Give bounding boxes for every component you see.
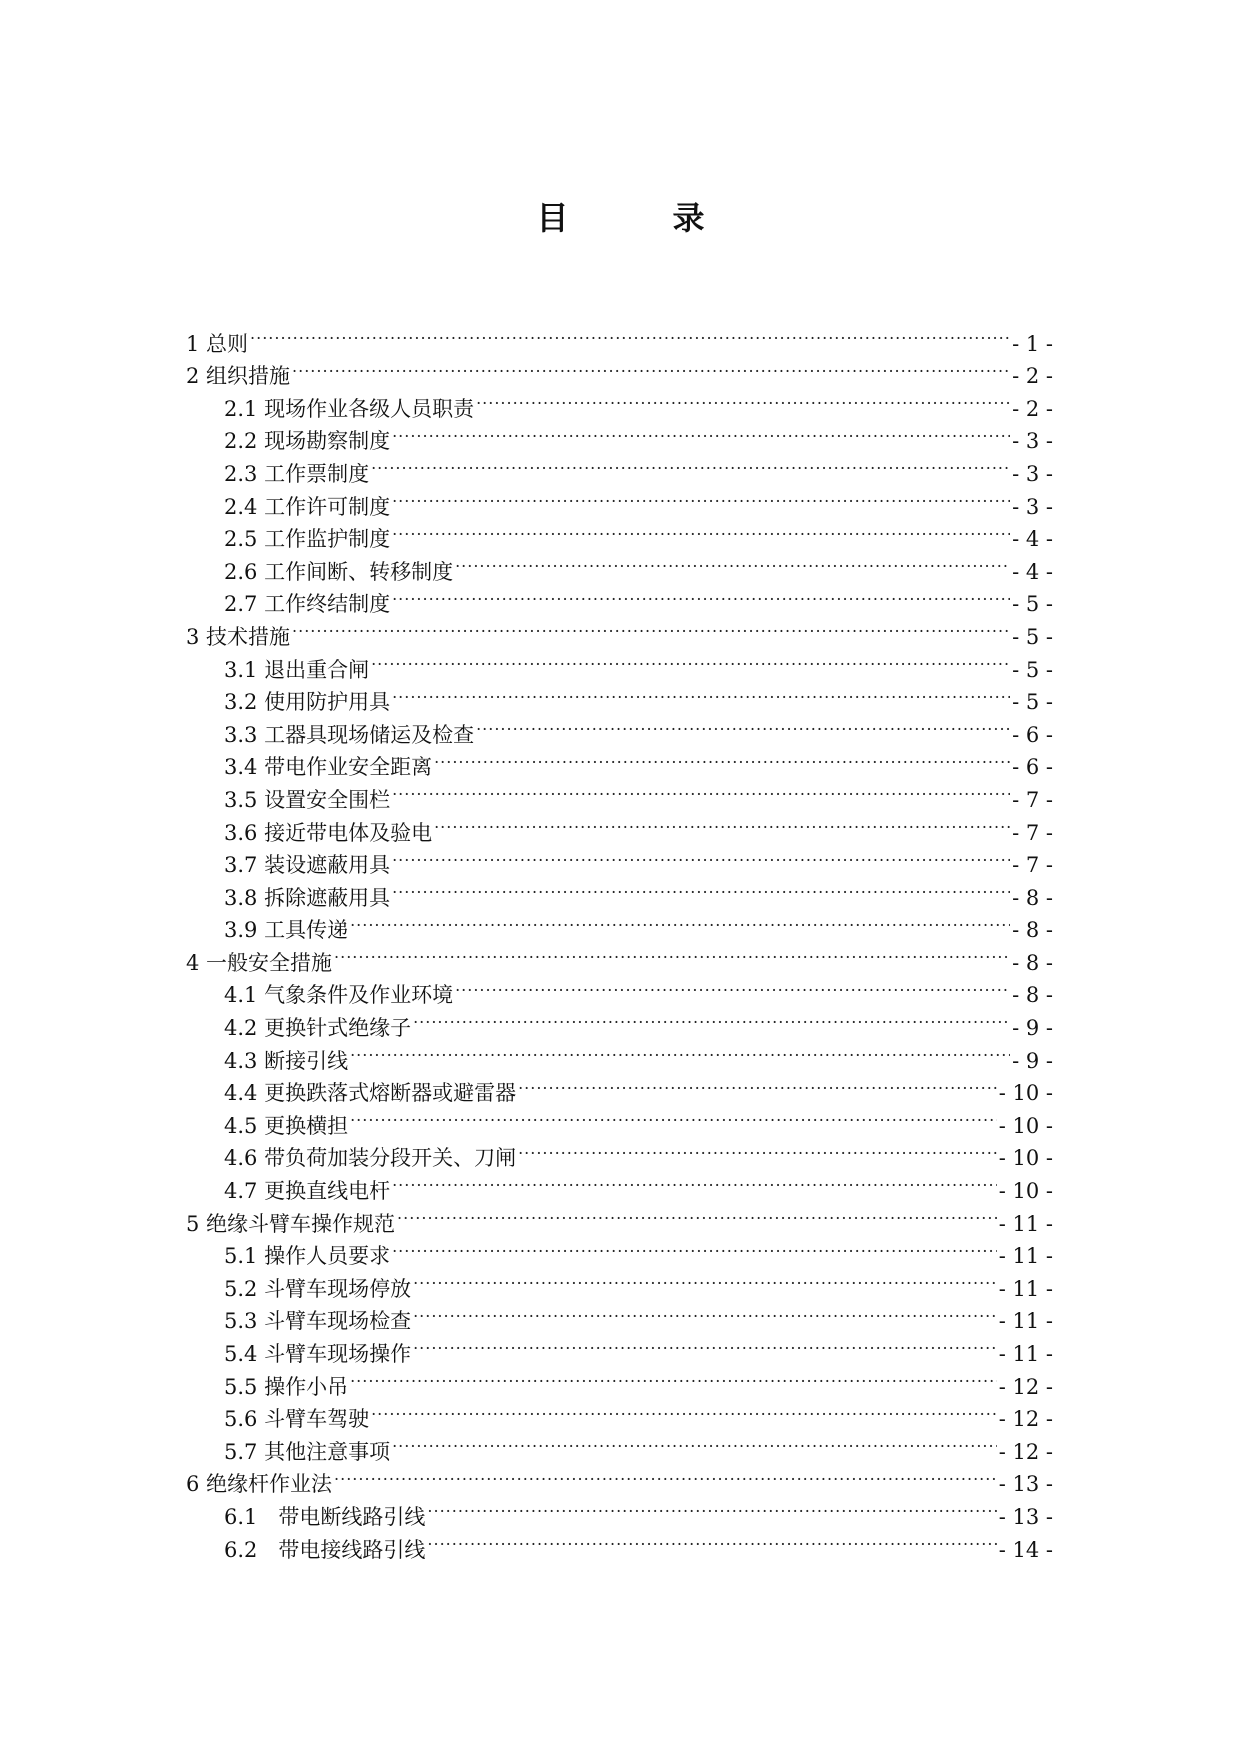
toc-entry-page-number: - 2 - [1012, 364, 1053, 389]
toc-entry-page-number: - 12 - [998, 1374, 1053, 1399]
toc-entry-page-number: - 3 - [1012, 494, 1053, 519]
toc-dot-leader [392, 677, 1010, 710]
toc-entry-label: 5.6 斗臂车驾驶 [224, 1407, 370, 1432]
toc-entry-label: 4.1 气象条件及作业环境 [224, 983, 454, 1008]
toc-dot-leader [250, 318, 1010, 351]
toc-entry-label: 6.1 带电断线路引线 [224, 1504, 426, 1529]
toc-dot-leader [392, 579, 1010, 612]
toc-entry-page-number: - 14 - [998, 1537, 1053, 1562]
toc-entry-page-number: - 10 - [998, 1146, 1053, 1171]
toc-entry-page-number: - 12 - [998, 1439, 1053, 1464]
toc-entry-page-number: - 12 - [998, 1407, 1053, 1432]
toc-dot-leader [427, 1524, 996, 1557]
toc-entry-label: 5.1 操作人员要求 [224, 1244, 391, 1269]
toc-entry-page-number: - 4 - [1012, 527, 1053, 552]
toc-dot-leader [413, 1263, 997, 1296]
toc-entry-page-number: - 9 - [1012, 1016, 1053, 1041]
toc-dot-leader [350, 905, 1010, 938]
toc-entry-label: 2 组织措施 [186, 364, 291, 389]
toc-dot-leader [350, 1361, 997, 1394]
toc-entry-label: 5.4 斗臂车现场操作 [224, 1342, 412, 1366]
toc-entry[interactable] [186, 318, 1053, 356]
toc-dot-leader [413, 1002, 1010, 1035]
toc-dot-leader [518, 1133, 997, 1166]
toc-entry-label: 4.5 更换横担 [224, 1113, 349, 1138]
toc-entry-page-number: - 5 - [1012, 624, 1053, 649]
toc-entry-label: 4.6 带负荷加装分段开关、刀闸 [224, 1146, 517, 1171]
toc-dot-leader [350, 1035, 1010, 1068]
toc-entry-page-number: - 5 - [1012, 592, 1053, 617]
toc-entry-page-number: - 13 - [998, 1472, 1053, 1497]
toc-dot-leader [413, 1296, 997, 1329]
toc-dot-leader [392, 1165, 997, 1198]
toc-entry-label: 1 总则 [186, 331, 249, 356]
toc-entry-label: 3.6 接近带电体及验电 [224, 820, 433, 845]
toc-entry-label: 2.6 工作间断、转移制度 [224, 559, 454, 584]
toc-entry-page-number: - 10 - [998, 1179, 1053, 1204]
toc-entry-page-number: - 8 - [1012, 950, 1053, 975]
toc-entry-page-number: - 11 - [998, 1211, 1053, 1236]
toc-entry-label: 4.3 断接引线 [224, 1048, 349, 1073]
toc-dot-leader [371, 644, 1010, 677]
toc-entry-label: 3.8 拆除遮蔽用具 [224, 885, 391, 910]
toc-dot-leader [392, 774, 1010, 807]
toc-dot-leader [292, 351, 1010, 384]
toc-entry-label: 4 一般安全措施 [186, 950, 333, 975]
toc-dot-leader [397, 1198, 997, 1231]
toc-entry-page-number: - 7 - [1012, 787, 1053, 812]
toc-dot-leader [476, 383, 1010, 416]
toc-entry-page-number: - 3 - [1012, 461, 1053, 486]
toc-entry-page-number: - 5 - [1012, 657, 1053, 682]
toc-entry-label: 2.7 工作终结制度 [224, 592, 391, 617]
toc-entry-page-number: - 10 - [998, 1081, 1053, 1106]
toc-entry-label: 2.3 工作票制度 [224, 461, 370, 486]
toc-entry-label: 5 绝缘斗臂车操作规范 [186, 1211, 396, 1236]
toc-entry-label: 2.5 工作监护制度 [224, 527, 391, 552]
toc-entry-page-number: - 11 - [998, 1276, 1053, 1301]
toc-dot-leader [434, 742, 1010, 775]
toc-entry-page-number: - 13 - [998, 1504, 1053, 1529]
toc-entry-label: 3.3 工器具现场储运及检查 [224, 722, 475, 747]
toc-dot-leader [455, 546, 1010, 579]
toc-dot-leader [413, 1328, 997, 1361]
toc-entry-label: 2.1 现场作业各级人员职责 [224, 396, 475, 421]
toc-entry-page-number: - 8 - [1012, 885, 1053, 910]
toc-dot-leader [392, 481, 1010, 514]
toc-entry-page-number: - 2 - [1012, 396, 1053, 421]
toc-entry-page-number: - 8 - [1012, 983, 1053, 1008]
toc-entry-page-number: - 5 - [1012, 690, 1053, 715]
toc-entry-page-number: - 9 - [1012, 1048, 1053, 1073]
toc-entry-page-number: - 10 - [998, 1113, 1053, 1138]
toc-entry[interactable] [186, 611, 1053, 649]
toc-entry-label: 3.7 装设遮蔽用具 [224, 853, 391, 878]
toc-dot-leader [334, 937, 1010, 970]
toc-entry-page-number: - 6 - [1012, 722, 1053, 747]
toc-entry-label: 3.4 带电作业安全距离 [224, 755, 433, 780]
toc-entry-page-number: - 6 - [1012, 755, 1053, 780]
toc-dot-leader [392, 416, 1010, 449]
toc-entry-label: 3.5 设置安全围栏 [224, 787, 391, 812]
toc-title: 目 录 [536, 199, 741, 237]
toc-entry-page-number: - 7 - [1012, 820, 1053, 845]
toc-entry-label: 5.5 操作小吊 [224, 1374, 349, 1399]
toc-entry-label: 5.3 斗臂车现场检查 [224, 1309, 412, 1334]
toc-dot-leader [455, 970, 1010, 1003]
toc-entry-label: 4.4 更换跌落式熔断器或避雷器 [224, 1081, 517, 1106]
toc-dot-leader [350, 1100, 997, 1133]
toc-entry-label: 2.2 现场勘察制度 [224, 429, 391, 454]
toc-entry-label: 5.2 斗臂车现场停放 [224, 1276, 412, 1301]
toc-entry-label: 4.2 更换针式绝缘子 [224, 1016, 412, 1041]
toc-dot-leader [371, 1394, 997, 1427]
toc-entry-page-number: - 7 - [1012, 853, 1053, 878]
toc-dot-leader [392, 514, 1010, 547]
toc-entry-page-number: - 11 - [998, 1342, 1053, 1366]
toc-entry[interactable] [186, 644, 1053, 682]
toc-entry-label: 5.7 其他注意事项 [224, 1439, 391, 1464]
toc-dot-leader [292, 611, 1010, 644]
toc-entry-page-number: - 8 - [1012, 918, 1053, 943]
toc-dot-leader [392, 840, 1010, 873]
toc-entry-label: 3 技术措施 [186, 624, 291, 649]
toc-entry-page-number: - 1 - [1012, 331, 1053, 356]
toc-entry-label: 4.7 更换直线电杆 [224, 1179, 391, 1204]
toc-dot-leader [392, 872, 1010, 905]
toc-dot-leader [434, 807, 1010, 840]
toc-entry[interactable] [186, 383, 1053, 421]
toc-entry-page-number: - 11 - [998, 1309, 1053, 1334]
toc-entry-label: 6 绝缘杆作业法 [186, 1472, 333, 1497]
toc-dot-leader [392, 1231, 997, 1264]
toc-entry[interactable] [186, 351, 1053, 389]
toc-dot-leader [476, 709, 1010, 742]
toc-entry-label: 6.2 带电接线路引线 [224, 1537, 426, 1562]
toc-dot-leader [427, 1491, 996, 1524]
toc-entry-page-number: - 11 - [998, 1244, 1053, 1269]
toc-entry-label: 2.4 工作许可制度 [224, 494, 391, 519]
toc-entry-label: 3.9 工具传递 [224, 918, 349, 943]
toc-entry-label: 3.2 使用防护用具 [224, 690, 391, 715]
toc-dot-leader [392, 1426, 997, 1459]
toc-dot-leader [334, 1459, 997, 1492]
toc-entry-page-number: - 3 - [1012, 429, 1053, 454]
table-of-contents [186, 318, 1053, 1562]
toc-entry-label: 3.1 退出重合闸 [224, 657, 370, 682]
toc-dot-leader [371, 448, 1010, 481]
toc-dot-leader [518, 1068, 997, 1101]
toc-entry-page-number: - 4 - [1012, 559, 1053, 584]
